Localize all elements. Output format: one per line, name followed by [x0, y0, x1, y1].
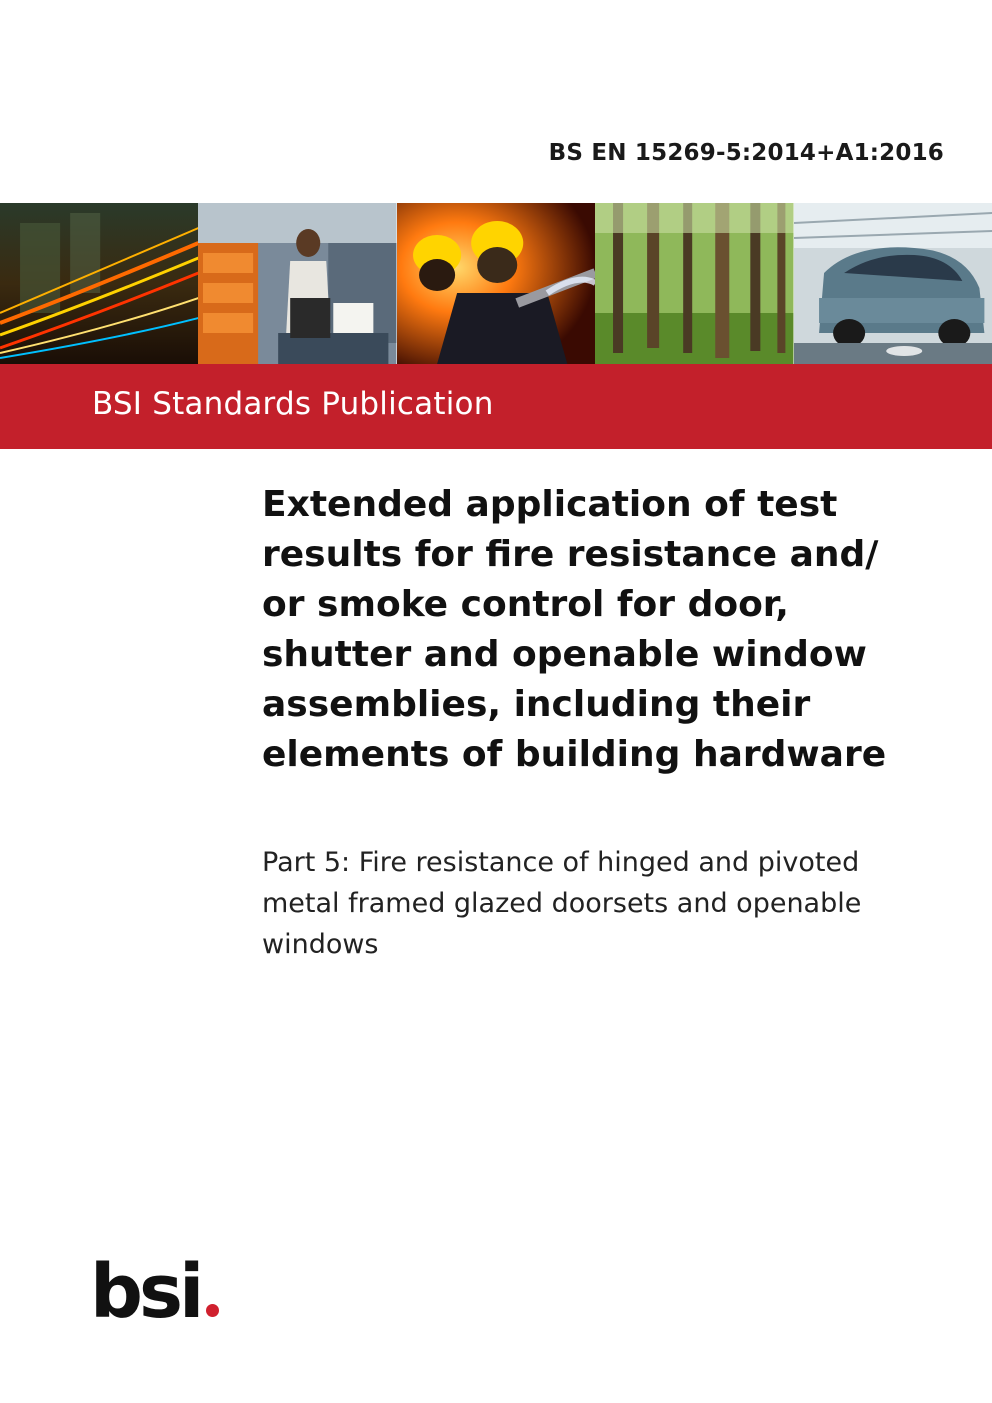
forest-photo — [595, 203, 793, 364]
warehouse-worker-photo — [198, 203, 396, 364]
subtitle-line: Part 5: Fire resistance of hinged and pivoted — [262, 847, 860, 878]
publication-band — [0, 364, 992, 449]
subtitle-line: windows — [262, 929, 379, 960]
title-line: results for fire resistance and/ — [262, 534, 879, 575]
firefighters-photo — [397, 203, 595, 364]
subtitle-line: metal framed glazed doorsets and openable — [262, 888, 862, 919]
title-line: shutter and openable window — [262, 634, 867, 675]
car-factory-photo — [794, 203, 992, 364]
title-line: elements of building hardware — [262, 734, 887, 775]
document-subtitle — [262, 842, 962, 965]
standard-number: BS EN 15269-5:2014+A1:2016 — [548, 140, 944, 166]
document-title — [262, 480, 962, 780]
light-trails-photo — [0, 203, 198, 364]
title-line: or smoke control for door, — [262, 584, 789, 625]
bsi-logo — [90, 1249, 219, 1335]
title-line: assemblies, including their — [262, 684, 811, 725]
bsi-logo-text: bsi — [90, 1249, 201, 1335]
photo-banner — [0, 203, 992, 364]
bsi-logo-dot — [206, 1304, 219, 1317]
title-line: Extended application of test — [262, 484, 838, 525]
publication-type-label: BSI Standards Publication — [92, 386, 494, 422]
